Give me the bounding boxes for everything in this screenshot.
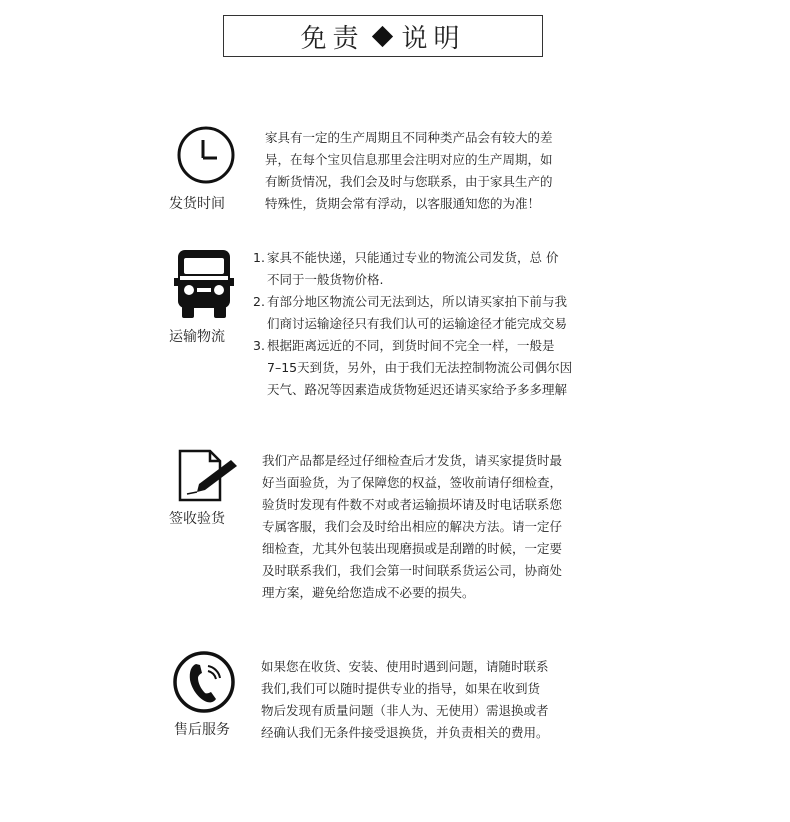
text-line: 物后发现有质量问题（非人为、无使用）需退换或者	[261, 703, 549, 718]
title-right: 说明	[401, 23, 466, 54]
text-line: 经确认我们无条件接受退换货，并负责相关的费用。	[261, 725, 549, 740]
text-line: 家具有一定的生产周期且不同种类产品会有较大的差	[265, 130, 553, 145]
text-line: 有部分地区物流公司无法到达，所以请买家拍下前与我	[267, 294, 568, 309]
section-after-sales-label: 售后服务	[174, 722, 230, 738]
text-line: 7–15天到货，另外，由于我们无法控制物流公司偶尔因	[267, 360, 573, 375]
text-line: 天气、路况等因素造成货物延迟还请买家给予多多理解	[267, 382, 568, 397]
list-number: 3.	[253, 338, 265, 353]
text-line: 如果您在收货、安装、使用时遇到问题，请随时联系	[261, 659, 549, 674]
text-line: 家具不能快递，只能通过专业的物流公司发货，总 价	[267, 250, 559, 265]
text-line: 们商讨运输途径只有我们认可的运输途径才能完成交易	[267, 316, 568, 331]
phone-icon	[172, 650, 236, 714]
page-title	[300, 18, 465, 55]
clock-icon	[176, 125, 236, 185]
section-delivery-label: 发货时间	[169, 196, 225, 212]
list-item	[253, 247, 572, 291]
section-delivery-text	[265, 127, 553, 215]
text-line: 我们,我们可以随时提供专业的指导，如果在收到货	[261, 681, 540, 696]
text-line: 有断货情况，我们会及时与您联系，由于家具生产的	[265, 174, 553, 189]
text-line: 细检查，尤其外包装出现磨损或是刮蹭的时候，一定要	[262, 541, 563, 556]
text-line: 及时联系我们，我们会第一时间联系货运公司，协商处	[262, 563, 563, 578]
text-line: 异，在每个宝贝信息那里会注明对应的生产周期，如	[265, 152, 553, 167]
truck-icon	[174, 248, 234, 320]
text-line: 验货时发现有件数不对或者运输损坏请及时电话联系您	[262, 497, 563, 512]
diamond-icon	[371, 25, 392, 46]
list-item	[253, 291, 572, 335]
list-number: 1.	[253, 250, 265, 265]
section-after-sales-text	[261, 656, 549, 744]
text-line: 不同于一般货物价格.	[267, 272, 384, 287]
section-inspection-text	[262, 450, 562, 604]
text-line: 特殊性，货期会常有浮动，以客服通知您的为准！	[265, 196, 541, 211]
title-left: 免责	[300, 23, 365, 54]
list-number: 2.	[253, 294, 265, 309]
title-box	[223, 15, 543, 57]
text-line: 好当面验货，为了保障您的权益，签收前请仔细检查，	[262, 475, 563, 490]
text-line: 根据距离远近的不同，到货时间不完全一样，一般是	[267, 338, 555, 353]
section-shipping-label: 运输物流	[169, 329, 225, 345]
text-line: 我们产品都是经过仔细检查后才发货，请买家提货时最	[262, 453, 563, 468]
section-inspection-label: 签收验货	[169, 511, 225, 527]
list-item	[253, 335, 572, 401]
text-line: 理方案，避免给您造成不必要的损失。	[262, 585, 475, 600]
text-line: 专属客服，我们会及时给出相应的解决方法。请一定仔	[262, 519, 563, 534]
sign-document-icon	[177, 448, 241, 504]
section-shipping-list	[253, 247, 572, 401]
